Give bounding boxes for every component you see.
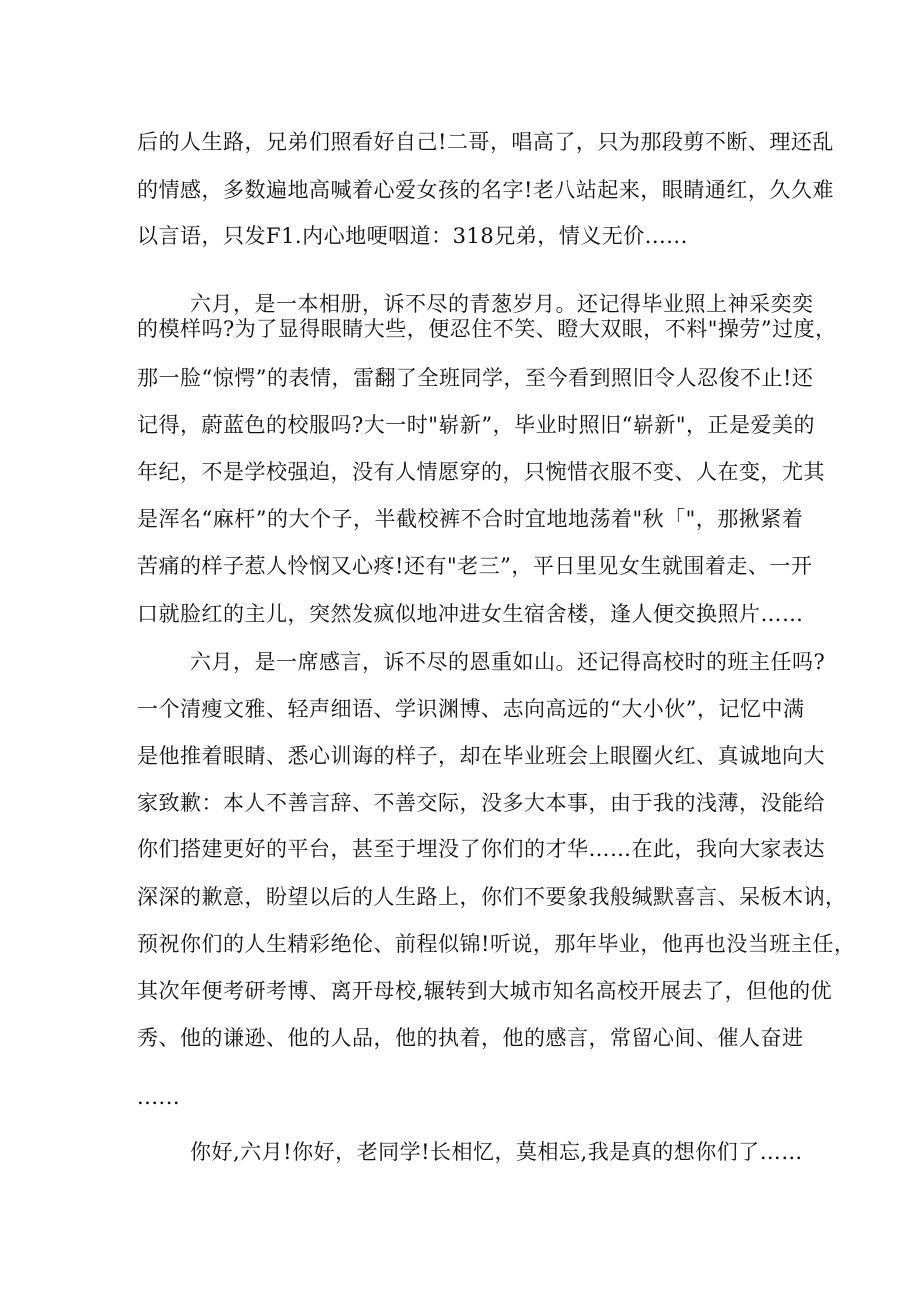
text-line: 后的人生路，兄弟们照看好自己!二哥，唱高了，只为那段剪不断、理还乱 — [137, 130, 834, 154]
text-line: 是浑名“麻杆”的大个子，半截校裤不合时宜地地荡着"秋「"，那揪紧着 — [137, 507, 804, 531]
text-line: 苦痛的样子惹人怜悯又心疼!还有"老三”，平日里见女生就围着走、一开 — [137, 554, 813, 578]
text-line: 年纪，不是学校强迫，没有人情愿穿的，只惋惜衣服不变、人在变，尤其 — [137, 460, 825, 484]
text-line: 口就脸红的主儿，突然发疯似地冲进女生宿舍楼，逢人便交换照片…… — [137, 602, 804, 626]
text-line: 一个清瘦文雅、轻声细语、学识渊博、志向高远的“大小伙”，记忆中满 — [137, 697, 805, 721]
text-line: 记得，蔚蓝色的校服吗?大一时"崭新”，毕业时照旧“崭新"，正是爱美的 — [137, 413, 816, 437]
text-line: ...... — [137, 1085, 181, 1109]
text-line: 秀、他的谦逊、他的人品，他的执着，他的感言，常留心间、催人奋进 — [137, 1026, 804, 1050]
text-line: 其次年便考研考博、离开母校,辗转到大城市知名高校开展去了，但他的优 — [137, 979, 833, 1003]
text-line: 的模样吗?为了显得眼睛大些，便忍住不笑、瞪大双眼，不料"操劳”过度， — [137, 317, 837, 341]
text-line: 家致歉：本人不善言辞、不善交际，没多大本事，由于我的浅薄，没能给 — [137, 791, 825, 815]
text-line: 你们搭建更好的平台，甚至于埋没了你们的才华……在此，我向大家表达 — [137, 837, 825, 861]
paragraph-first-line: 六月，是一本相册，诉不尽的青葱岁月。还记得毕业照上神采奕奕 — [190, 292, 814, 316]
text-line: 是他推着眼睛、悉心训诲的样子，却在毕业班会上眼圈火红、真诚地向大 — [137, 744, 825, 768]
paragraph-first-line: 你好,六月!你好，老同学!长相忆，莫相忘,我是真的想你们了…… — [190, 1140, 803, 1164]
text-line: 那一脸“惊愕”的表情，雷翻了全班同学，至今看到照旧令人忍俊不止!还 — [137, 366, 814, 390]
text-line: 的情感，多数遍地高喊着心爱女孩的名字!老八站起来，眼睛通红，久久难 — [137, 178, 834, 202]
paragraph-first-line: 六月，是一席感言，诉不尽的恩重如山。还记得高校时的班主任吗? — [190, 650, 826, 674]
text-line: 以言语，只发F1.内心地哽咽道：318兄弟，情义无价...... — [137, 224, 688, 248]
text-line: 深深的歉意，盼望以后的人生路上，你们不要象我般缄默喜言、呆板木讷， — [137, 885, 847, 909]
text-line: 预祝你们的人生精彩绝伦、前程似锦!听说，那年毕业，他再也没当班主任， — [137, 932, 856, 956]
